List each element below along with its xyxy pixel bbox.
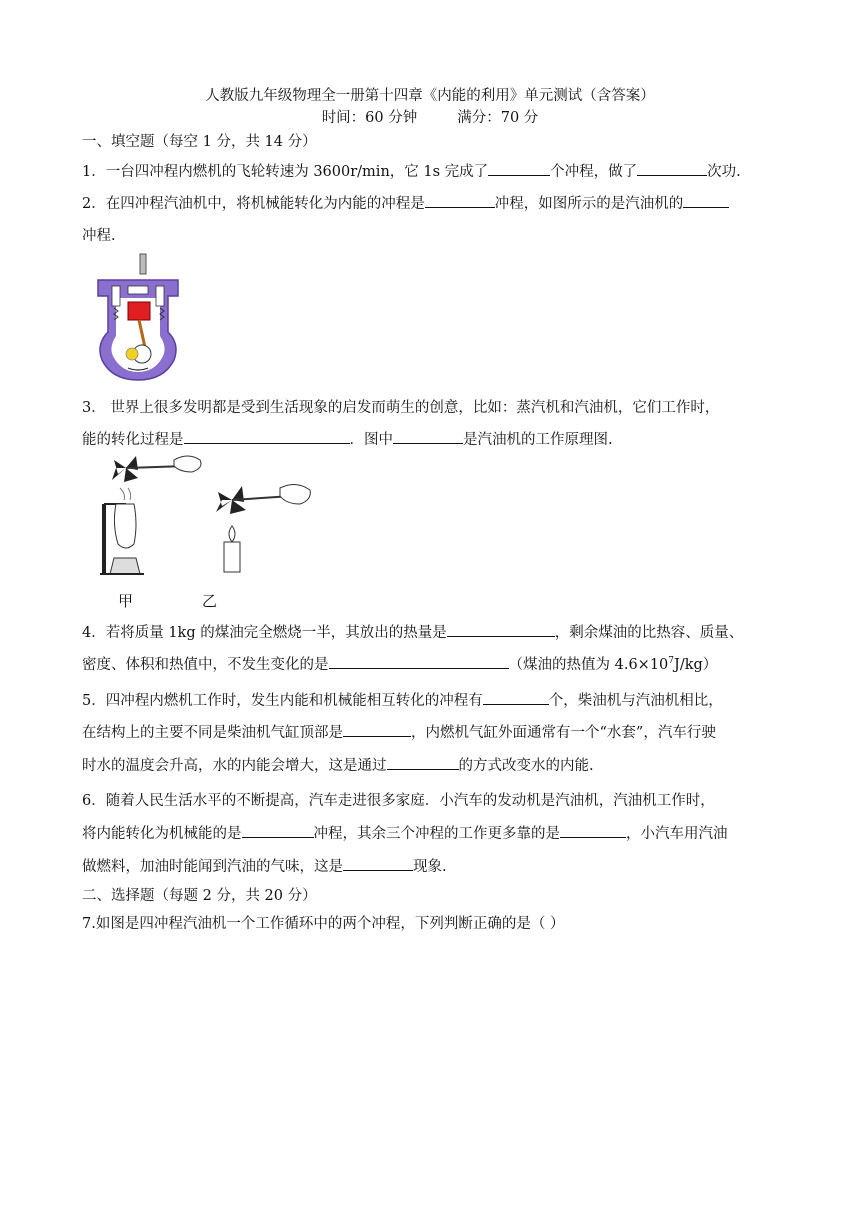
section-choice-heading: 二、选择题（每题 2 分，共 20 分） — [82, 888, 317, 904]
q1-blank-2[interactable] — [637, 161, 707, 176]
pinwheel-jia — [100, 456, 201, 574]
q5-blank-1[interactable] — [483, 690, 549, 705]
steam — [120, 488, 131, 500]
q4-blank-2[interactable] — [329, 654, 509, 669]
q5-text-a: 5．四冲程内燃机工作时，发生内能和机械能相互转化的冲程有 — [82, 693, 483, 709]
q1-blank-1[interactable] — [488, 161, 550, 176]
spark-plug — [140, 254, 146, 274]
q3-text-a: 3． 世界上很多发明都是受到生活现象的启发而萌生的创意，比如：蒸汽机和汽油机，它们工作时， — [82, 400, 720, 416]
pinwheel-figure — [96, 454, 320, 578]
question-4-cont — [82, 653, 717, 674]
q6-text-d: ，小汽车用汽油 — [626, 826, 728, 842]
q6-text-e: 做燃料，加油时能闻到汽油的气味，这是 — [82, 859, 343, 875]
q2-text-b: 冲程，如图所示的是汽油机的 — [494, 196, 684, 212]
engine-stroke-figure — [94, 252, 182, 384]
q5-text-c: 在结构上的主要不同是柴油机气缸顶部是 — [82, 725, 343, 741]
question-3 — [82, 428, 613, 449]
question-7: 7.如图是四冲程汽油机一个工作循环中的两个冲程，下列判断正确的是（ ） — [82, 916, 565, 932]
question-5 — [82, 689, 723, 710]
q4-text-e: J/kg） — [674, 657, 718, 673]
q6-blank-2[interactable] — [560, 823, 626, 838]
question-5-cont2 — [82, 754, 594, 775]
hand-right — [280, 484, 310, 504]
exhaust-valve — [156, 286, 164, 306]
q1-text-b: 个冲程，做了 — [550, 164, 638, 180]
section-fill-heading: 一、填空题（每空 1 分，共 14 分） — [82, 134, 317, 150]
q1-text-c: 次功. — [707, 164, 741, 180]
q5-text-e: 时水的温度会升高，水的内能会增大，这是通过 — [82, 758, 387, 774]
q4-text-a: 4．若将质量 1kg 的煤油完全燃烧一半，其放出的热量是 — [82, 625, 447, 641]
q3-text-c: ．图中 — [349, 432, 393, 448]
q6-text-c: 冲程，其余三个冲程的工作更多靠的是 — [313, 826, 560, 842]
question-5-cont — [82, 721, 716, 742]
document-title: 人教版九年级物理全一册第十四章《内能的利用》单元测试（含答案） — [205, 88, 655, 104]
q6-text-a: 6．随着人民生活水平的不断提高，汽车走进很多家庭．小汽车的发动机是汽油机，汽油机工作时， — [82, 793, 715, 809]
question-6 — [82, 822, 728, 843]
q5-text-d: ，内燃机气缸外面通常有一个“水套”，汽车行驶 — [411, 725, 716, 741]
q1-text-a: 1．一台四冲程内燃机的飞轮转速为 3600r/min，它 1s 完成了 — [82, 164, 489, 180]
q6-blank-1[interactable] — [242, 823, 314, 838]
q3-text-d: 是汽油机的工作原理图. — [463, 432, 613, 448]
q5-text-f: 的方式改变水的内能. — [458, 758, 594, 774]
intake-valve — [112, 286, 120, 306]
q5-text-b: 个，柴油机与汽油机相比， — [548, 693, 723, 709]
q4-text-b: ，剩余煤油的比热容、质量、 — [554, 625, 744, 641]
stand-left — [102, 504, 106, 574]
hand-left — [174, 456, 201, 472]
question-1 — [82, 160, 741, 181]
exam-score: 满分：70 分 — [457, 110, 539, 126]
piston — [128, 302, 150, 320]
q5-blank-3[interactable] — [387, 755, 459, 770]
question-6-cont — [82, 855, 447, 876]
question-2 — [82, 192, 729, 213]
pinwheel-left-blades — [112, 456, 138, 482]
q4-superscript: 7 — [668, 656, 675, 667]
q2-blank-2[interactable] — [683, 193, 729, 208]
question-4 — [82, 621, 743, 642]
flask — [114, 504, 136, 548]
burner — [110, 558, 140, 574]
pinwheel-yi — [216, 484, 310, 572]
q3-text-b: 能的转化过程是 — [82, 432, 184, 448]
q5-blank-2[interactable] — [343, 722, 411, 737]
q3-blank-1[interactable] — [184, 429, 350, 444]
q3-blank-2[interactable] — [393, 429, 463, 444]
flywheel — [126, 348, 138, 360]
figure-label-yi: 乙 — [202, 592, 218, 610]
candle — [224, 542, 240, 572]
q2-text-c: 冲程. — [82, 228, 116, 244]
candle-flame — [229, 526, 235, 542]
q4-blank-1[interactable] — [447, 622, 555, 637]
q2-blank-1[interactable] — [425, 193, 495, 208]
figure-label-jia: 甲 — [118, 592, 134, 610]
q4-text-d: （煤油的热值为 4.6×10 — [508, 657, 669, 673]
q2-text-a: 2．在四冲程汽油机中，将机械能转化为内能的冲程是 — [82, 196, 425, 212]
exam-time: 时间：60 分钟 — [321, 110, 418, 126]
cylinder-head — [128, 286, 148, 294]
q6-text-b: 将内能转化为机械能的是 — [82, 826, 242, 842]
q6-text-f: 现象. — [413, 859, 447, 875]
q6-blank-3[interactable] — [343, 856, 413, 871]
document-subtitle — [0, 106, 860, 127]
q4-text-c: 密度、体积和热值中，不发生变化的是 — [82, 657, 329, 673]
